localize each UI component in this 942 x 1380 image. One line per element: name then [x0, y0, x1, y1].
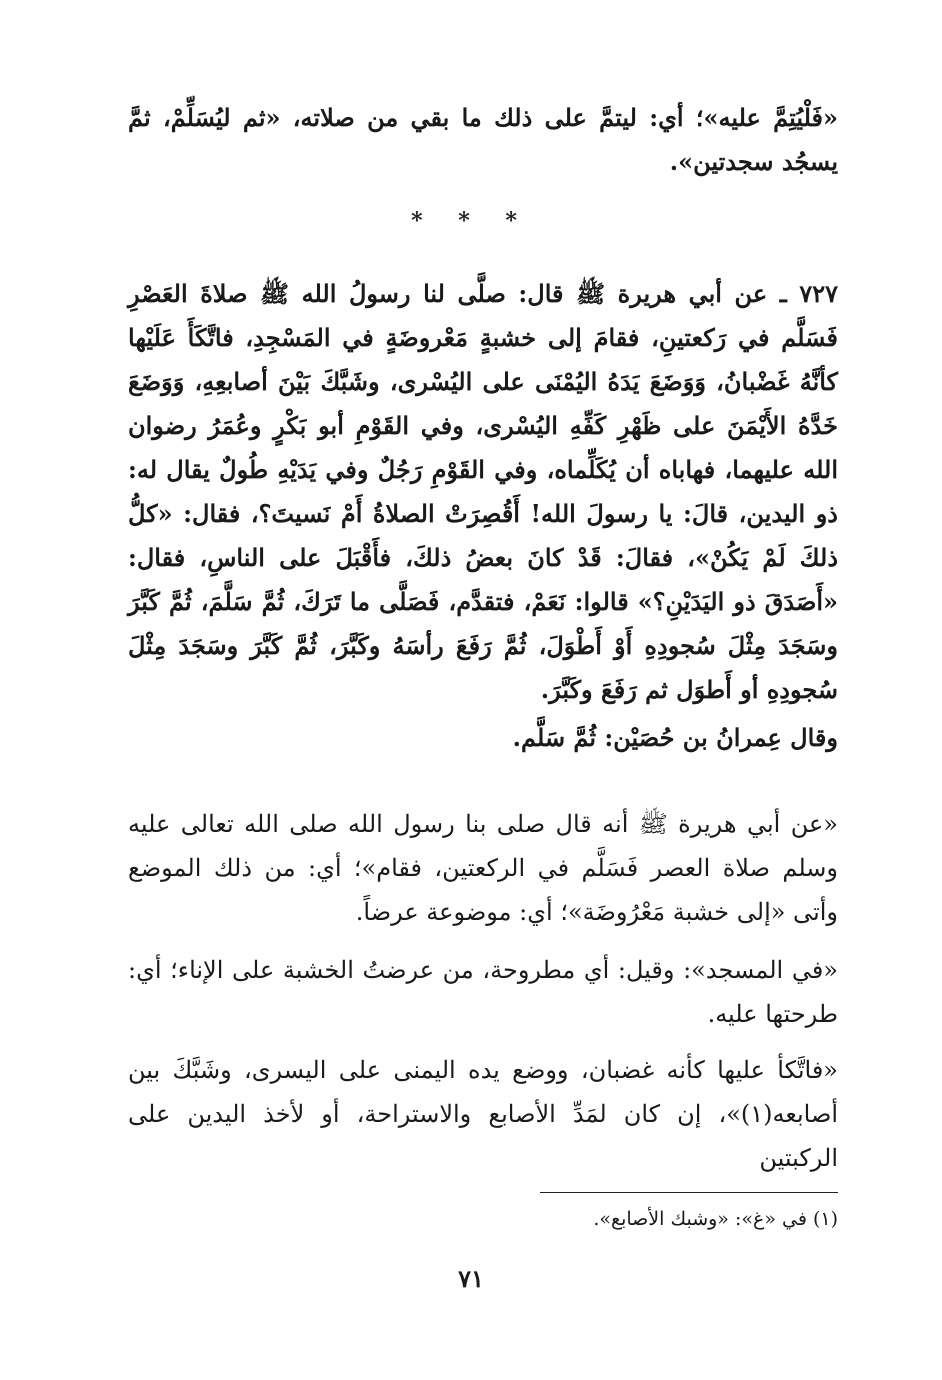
imran-paragraph: وقال عِمرانُ بن حُصَيْن: ثُمَّ سَلَّم.	[512, 723, 838, 752]
footnote: (١) في «غ»: «وشبك الأصابع».	[593, 1208, 838, 1230]
footnote-rule	[540, 1192, 838, 1193]
page-number: ٧١	[458, 1264, 484, 1293]
section-divider: * * *	[411, 208, 531, 234]
commentary-paragraph-2: «في المسجد»: وقيل: أي مطروحة، من عرضتُ الخشبة على الإناء؛ أي: طرحتها عليه.	[128, 956, 838, 1028]
commentary-paragraph-3: «فاتَّكأ عليها كأنه غضبان، ووضع يده اليمنى على اليسرى، وشَبَّكَ بين أصابعه(١)»، إن كان لمَدِّ الأصابع والاستراحة، أو لأخذ اليدين على الركبتين	[128, 1056, 838, 1172]
intro-paragraph: «فَلْيُتِمَّ عليه»؛ أي: ليتمَّ على ذلك ما بقي من صلاته، «ثم ليُسَلِّمْ، ثمَّ يسجُد سجدتين».	[128, 103, 838, 176]
commentary-paragraph-1: «عن أبي هريرة ﷺ أنه قال صلى بنا رسول الله صلى الله تعالى عليه وسلم صلاة العصر فَسَلَّم في الركعتين، فقام»؛ أي: من ذلك الموضع وأتى «إلى خشبة مَعْرُوضَة»؛ أي: موضوعة عرضاً.	[128, 810, 838, 926]
hadith-paragraph: ٧٢٧ ـ عن أبي هريرة ﷺ قال: صلَّى لنا رسولُ الله ﷺ صلاةَ العَصْرِ فَسَلَّم في رَكعتينِ، فقامَ إلى خشبةٍ مَعْروضَةٍ في المَسْجِدِ، فاتَّكَأَ عَلَيْها كأنَّهُ غَضْبانُ، وَوَضَعَ يَدَهُ اليُمْنَى على اليُسْرى، وشَبَّكَ بَيْنَ أصابعِهِ، وَوَضَعَ خَدَّهُ الأَيْمَنَ على ظَهْرِ كَفِّهِ اليُسْرى، وفي القَوْمِ أبو بَكْرٍ وعُمَرُ رضوان الله عليهما، فهاباه أن يُكَلِّماه، وفي القَوْمِ رَجُلٌ وفي يَدَيْهِ طُولٌ يقال له: ذو اليدين، قالَ: يا رسولَ الله! أَقُصِرَتْ الصلاةُ أَمْ نَسيتَ؟، فقال: «كلُّ ذلكَ لَمْ يَكُنْ»، فقالَ: قَدْ كانَ بعضُ ذلكَ، فأَقْبَلَ على الناسِ، فقال: «أَصَدَقَ ذو اليَدَيْنِ؟» قالوا: نَعَمْ، فتقدَّم، فَصَلَّى ما تَرَكَ، ثُمَّ سَلَّمَ، ثُمَّ كَبَّرَ وسَجَدَ مِثْلَ سُجودِهِ أَوْ أَطْوَلَ، ثُمَّ رَفَعَ رأسَهُ وكَبَّرَ، ثُمَّ كَبَّرَ وسَجَدَ مِثْلَ سُجودِهِ أو أَطوَل ثم رَفَعَ وكَبَّرَ.	[128, 279, 838, 704]
